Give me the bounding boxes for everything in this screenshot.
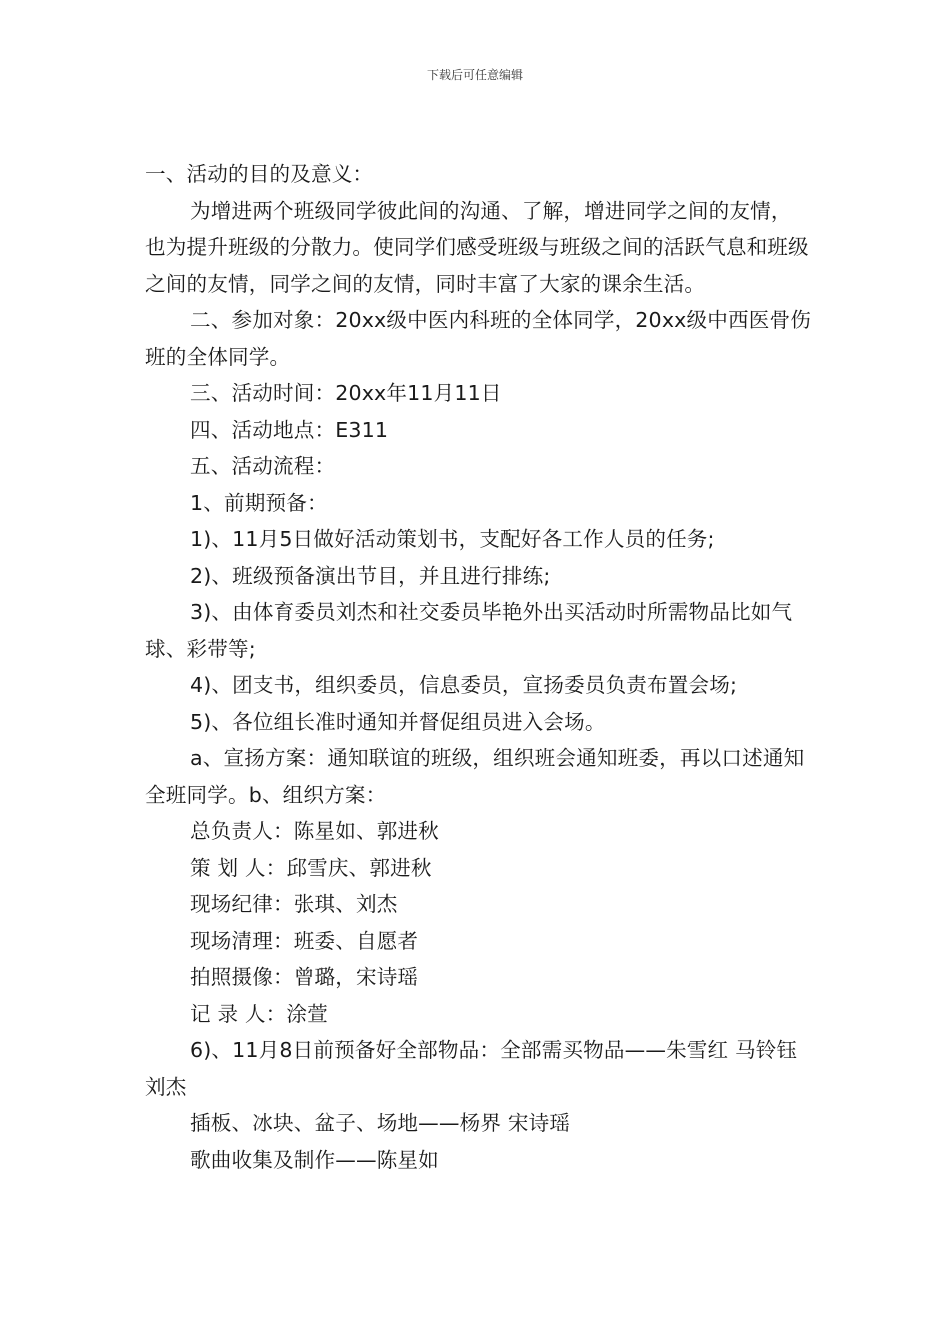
list-item-step-1: 1)、11月5日做好活动策划书，支配好各工作人员的任务;	[190, 527, 715, 551]
role-overall-lead: 总负责人：陈星如、郭进秋	[190, 819, 439, 843]
paragraph-promotion-plan: a、宣扬方案：通知联谊的班级，组织班会通知班委，再以口述通知全班同学。b、组织方案：	[145, 746, 805, 807]
list-item-step-3: 3)、由体育委员刘杰和社交委员毕艳外出买活动时所需物品比如气球、彩带等;	[145, 600, 793, 661]
list-item-step-5: 5)、各位组长准时通知并督促组员进入会场。	[190, 709, 606, 734]
role-photography: 拍照摄像：曾璐，宋诗瑶	[190, 965, 419, 989]
list-item-step-4: 4)、团支书，组织委员，信息委员，宣扬委员负责布置会场;	[190, 673, 738, 697]
role-discipline: 现场纪律：张琪、刘杰	[190, 892, 398, 916]
section-heading-purpose: 一、活动的目的及意义：	[145, 162, 374, 186]
paragraph-preparation-heading: 1、前期预备：	[190, 490, 328, 515]
role-recorder: 记 录 人：涂萱	[190, 1001, 328, 1026]
role-planner: 策 划 人：邱雪庆、郭进秋	[190, 855, 432, 880]
list-item-step-6: 6)、11月8日前预备好全部物品：全部需买物品——朱雪红 马铃钰 刘杰	[145, 1038, 798, 1099]
paragraph-process-heading: 五、活动流程：	[190, 454, 336, 478]
list-item-supplies: 插板、冰块、盆子、场地——杨界 宋诗瑶	[190, 1111, 571, 1135]
role-cleanup: 现场清理：班委、自愿者	[190, 928, 419, 953]
paragraph-participants: 二、参加对象：20xx级中医内科班的全体同学，20xx级中西医骨伤班的全体同学。	[145, 308, 811, 369]
paragraph-time: 三、活动时间：20xx年11月11日	[190, 381, 502, 405]
page-header: 下载后可任意编辑	[426, 68, 523, 82]
paragraph-location: 四、活动地点：E311	[190, 417, 389, 442]
list-item-music: 歌曲收集及制作——陈星如	[190, 1147, 439, 1172]
list-item-step-2: 2)、班级预备演出节目，并且进行排练;	[190, 563, 551, 588]
paragraph-purpose-body: 为增进两个班级同学彼此间的沟通、了解，增进同学之间的友情，也为提升班级的分散力。使同学们感受班级与班级之间的活跃气息和班级之间的友情，同学之间的友情，同时丰富了大家的课余生活。	[145, 198, 809, 296]
document-body	[145, 156, 811, 1178]
